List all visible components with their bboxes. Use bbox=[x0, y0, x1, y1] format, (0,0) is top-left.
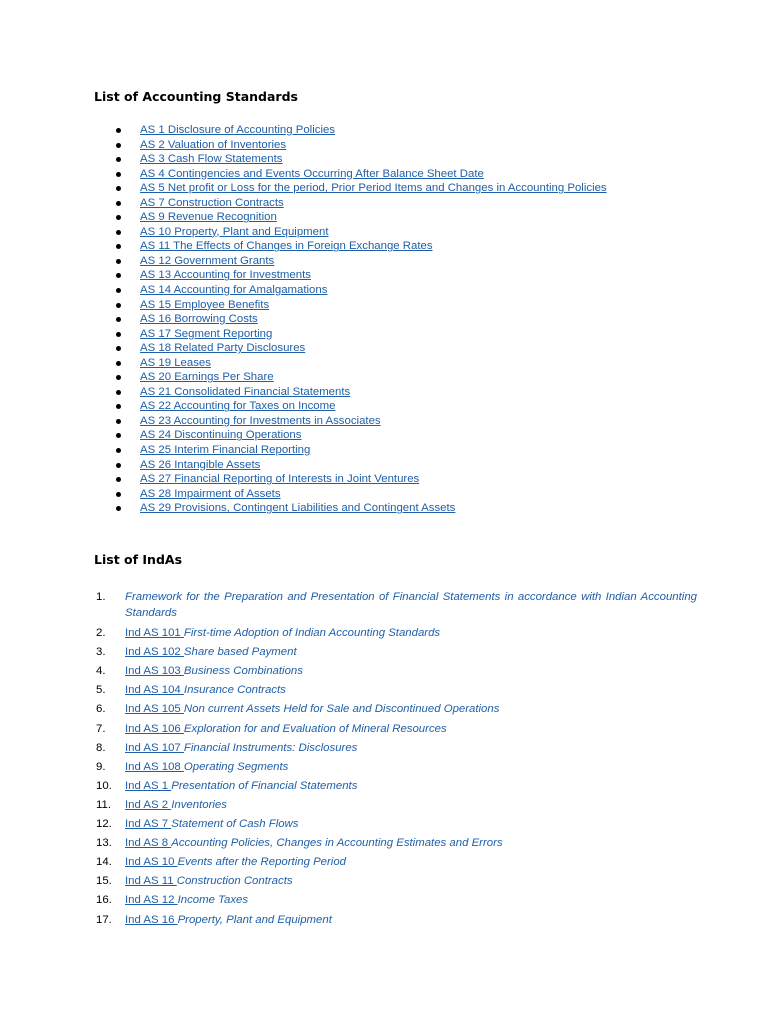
indas-code-link[interactable]: Ind AS 11 bbox=[125, 875, 177, 888]
list-number: 9. bbox=[96, 760, 106, 773]
as-standard-link[interactable]: AS 28 Impairment of Assets bbox=[140, 487, 281, 500]
as-standard-link[interactable]: AS 17 Segment Reporting bbox=[140, 327, 273, 340]
as-standard-link[interactable]: AS 5 Net profit or Loss for the period, Prior Period Items and Changes in Accounting Policies bbox=[140, 182, 607, 195]
indas-title: Statement of Cash Flows bbox=[171, 818, 299, 830]
list-number: 17. bbox=[96, 913, 112, 926]
bullet-icon bbox=[116, 332, 121, 337]
as-standard-link[interactable]: AS 26 Intangible Assets bbox=[140, 458, 261, 471]
indas-entry bbox=[125, 683, 286, 698]
as-standard-link[interactable]: AS 1 Disclosure of Accounting Policies bbox=[140, 124, 336, 136]
as-standard-link[interactable]: AS 19 Leases bbox=[140, 356, 211, 369]
list-number: 4. bbox=[96, 665, 106, 678]
list-number: 2. bbox=[96, 627, 106, 639]
bullet-icon bbox=[116, 433, 121, 438]
indas-title: First-time Adoption of Indian Accounting Standards bbox=[183, 627, 441, 639]
bullet-icon bbox=[116, 230, 121, 235]
indas-code-link[interactable]: Ind AS 107 bbox=[125, 741, 184, 754]
indas-title: Construction Contracts bbox=[176, 875, 293, 888]
list-number: 11. bbox=[96, 798, 111, 811]
bullet-icon bbox=[116, 492, 121, 497]
indas-title: Inventories bbox=[171, 798, 227, 811]
indas-entry bbox=[125, 855, 346, 870]
bullet-icon bbox=[116, 143, 121, 148]
indas-entry bbox=[125, 817, 298, 832]
as-standard-link[interactable]: AS 14 Accounting for Amalgamations bbox=[140, 284, 328, 297]
indas-code-link[interactable]: Ind AS 102 bbox=[125, 646, 184, 659]
indas-entry bbox=[125, 874, 293, 889]
indas-entry bbox=[125, 741, 357, 756]
list-number: 16. bbox=[96, 894, 112, 907]
indas-code-link[interactable]: Ind AS 1 bbox=[125, 779, 172, 792]
bullet-icon bbox=[116, 390, 121, 395]
indas-code-link[interactable]: Ind AS 12 bbox=[125, 894, 178, 907]
indas-code-link[interactable]: Ind AS 8 bbox=[125, 837, 172, 850]
bullet-icon bbox=[116, 375, 121, 380]
as-standard-link[interactable]: AS 12 Government Grants bbox=[140, 254, 275, 267]
as-standard-link[interactable]: AS 7 Construction Contracts bbox=[140, 196, 284, 209]
bullet-icon bbox=[116, 477, 121, 482]
indas-title: Exploration for and Evaluation of Mineral Resources bbox=[183, 722, 447, 735]
as-standard-link[interactable]: AS 24 Discontinuing Operations bbox=[140, 429, 302, 442]
indas-title: Insurance Contracts bbox=[183, 684, 286, 697]
indas-entry bbox=[125, 779, 357, 794]
as-standard-link[interactable]: AS 27 Financial Reporting of Interests in Joint Ventures bbox=[140, 473, 420, 486]
as-standard-link[interactable]: AS 9 Revenue Recognition bbox=[140, 211, 277, 224]
indas-entry bbox=[125, 913, 332, 928]
indas-title: Non current Assets Held for Sale and Discontinued Operations bbox=[183, 703, 500, 716]
as-standard-link[interactable]: AS 11 The Effects of Changes in Foreign Exchange Rates bbox=[140, 240, 433, 253]
bullet-icon bbox=[116, 506, 121, 511]
indas-title: Property, Plant and Equipment bbox=[177, 913, 332, 926]
bullet-icon bbox=[116, 244, 121, 249]
indas-entry bbox=[125, 722, 447, 737]
indas-code-link[interactable]: Ind AS 16 bbox=[125, 913, 178, 926]
bullet-icon bbox=[116, 172, 121, 177]
as-standard-link[interactable]: AS 10 Property, Plant and Equipment bbox=[140, 225, 329, 238]
bullet-icon bbox=[116, 201, 121, 206]
indas-code-link[interactable]: Ind AS 108 bbox=[125, 760, 184, 773]
as-standard-link[interactable]: AS 2 Valuation of Inventories bbox=[140, 138, 287, 151]
bullet-icon bbox=[116, 317, 121, 322]
indas-code-link[interactable]: Ind AS 103 bbox=[125, 665, 184, 678]
indas-entry bbox=[125, 664, 303, 679]
indas-entry bbox=[125, 626, 440, 641]
as-standard-link[interactable]: AS 25 Interim Financial Reporting bbox=[140, 444, 311, 457]
list-number: 8. bbox=[96, 741, 106, 754]
list-number: 7. bbox=[96, 722, 106, 735]
indas-title: Income Taxes bbox=[177, 894, 249, 907]
as-standard-link[interactable]: AS 20 Earnings Per Share bbox=[140, 371, 274, 384]
bullet-icon bbox=[116, 259, 121, 264]
bullet-icon bbox=[116, 361, 121, 366]
as-standard-link[interactable]: AS 13 Accounting for Investments bbox=[140, 269, 311, 282]
as-standard-link[interactable]: AS 29 Provisions, Contingent Liabilities and Contingent Assets bbox=[140, 502, 456, 515]
as-standard-link[interactable]: AS 18 Related Party Disclosures bbox=[140, 342, 306, 355]
bullet-icon bbox=[116, 463, 121, 468]
bullet-icon bbox=[116, 157, 121, 162]
indas-entry bbox=[125, 702, 499, 717]
list-number: 10. bbox=[96, 779, 112, 792]
bullet-icon bbox=[116, 273, 121, 278]
indas-title: Financial Instruments: Disclosures bbox=[183, 741, 358, 754]
list-number: 3. bbox=[96, 646, 106, 659]
indas-code-link[interactable]: Ind AS 10 bbox=[125, 856, 178, 869]
indas-entry bbox=[125, 836, 503, 851]
bullet-icon bbox=[116, 215, 121, 220]
as-standard-link[interactable]: AS 16 Borrowing Costs bbox=[140, 313, 258, 326]
list-number: 6. bbox=[96, 703, 106, 716]
indas-entry bbox=[125, 760, 288, 775]
as-standard-link[interactable]: AS 3 Cash Flow Statements bbox=[140, 153, 283, 166]
indas-list-heading: List of IndAs bbox=[94, 552, 183, 567]
indas-title: Events after the Reporting Period bbox=[177, 856, 347, 869]
indas-code-link[interactable]: Ind AS 7 bbox=[125, 818, 172, 830]
indas-code-link[interactable]: Ind AS 105 bbox=[125, 703, 184, 716]
indas-title: Share based Payment bbox=[183, 646, 297, 659]
bullet-icon bbox=[116, 448, 121, 453]
indas-code-link[interactable]: Ind AS 106 bbox=[125, 722, 184, 735]
bullet-icon bbox=[116, 303, 121, 308]
indas-entry bbox=[125, 893, 248, 908]
indas-title: Accounting Policies, Changes in Accounting Estimates and Errors bbox=[171, 837, 503, 850]
bullet-icon bbox=[116, 288, 121, 293]
as-standard-link[interactable]: AS 21 Consolidated Financial Statements bbox=[140, 385, 351, 398]
indas-title: Operating Segments bbox=[183, 760, 289, 773]
as-standard-link[interactable]: AS 23 Accounting for Investments in Associates bbox=[140, 414, 381, 427]
as-list-heading: List of Accounting Standards bbox=[94, 89, 298, 104]
indas-code-link[interactable]: Ind AS 104 bbox=[125, 684, 184, 697]
list-number: 12. bbox=[96, 818, 112, 830]
indas-code-link[interactable]: Ind AS 2 bbox=[125, 798, 172, 811]
indas-title: Presentation of Financial Statements bbox=[171, 779, 358, 792]
list-number: 14. bbox=[96, 856, 112, 869]
list-number: 13. bbox=[96, 837, 112, 850]
list-number: 1. bbox=[96, 591, 106, 603]
bullet-icon bbox=[116, 346, 121, 351]
indas-code-link[interactable]: Ind AS 101 bbox=[125, 627, 184, 639]
bullet-icon bbox=[116, 186, 121, 191]
indas-entry bbox=[125, 798, 227, 813]
bullet-icon bbox=[116, 128, 121, 133]
list-number: 15. bbox=[96, 875, 112, 888]
as-standard-link[interactable]: AS 22 Accounting for Taxes on Income bbox=[140, 400, 336, 413]
bullet-icon bbox=[116, 419, 121, 424]
indas-title: Business Combinations bbox=[183, 665, 303, 678]
as-standard-link[interactable]: AS 15 Employee Benefits bbox=[140, 298, 270, 311]
bullet-icon bbox=[116, 404, 121, 409]
list-number: 5. bbox=[96, 684, 106, 697]
framework-link[interactable]: Framework for the Preparation and Presentation of Financial Statements in accordance with Indian Accounting Standards bbox=[125, 591, 697, 619]
indas-entry bbox=[125, 645, 297, 660]
as-standard-link[interactable]: AS 4 Contingencies and Events Occurring After Balance Sheet Date bbox=[140, 167, 484, 180]
